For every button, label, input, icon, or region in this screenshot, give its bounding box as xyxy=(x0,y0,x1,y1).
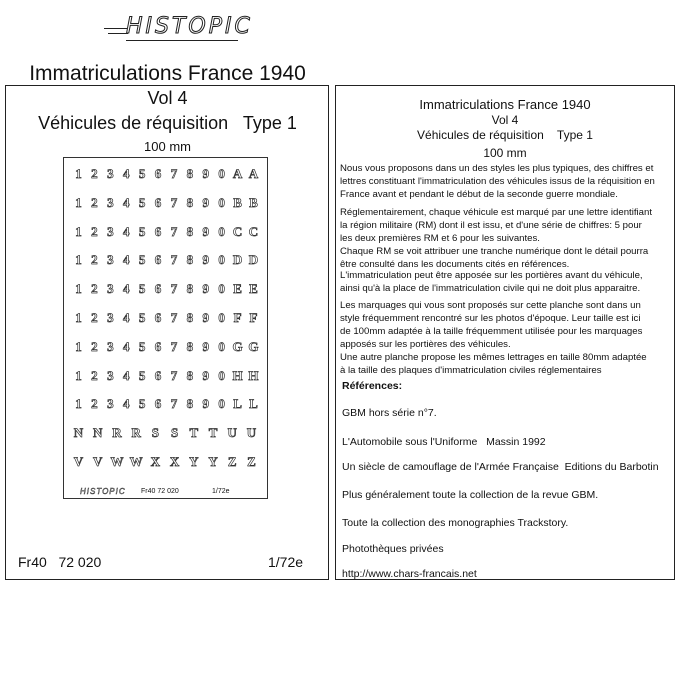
decal-glyph: 2 xyxy=(91,252,98,268)
decal-glyph: C xyxy=(248,223,259,239)
decal-glyph: 8 xyxy=(186,166,194,181)
decal-glyph: 4 xyxy=(122,194,130,210)
description-line: être consulté dans les documents cités en références. xyxy=(340,259,570,270)
decal-glyph: Y xyxy=(208,454,218,469)
decal-glyph: 3 xyxy=(107,223,114,239)
decal-glyph: 0 xyxy=(218,367,225,383)
decal-glyph: 6 xyxy=(154,252,162,268)
right-volume: Vol 4 xyxy=(491,113,519,127)
decal-glyph: 6 xyxy=(154,194,162,210)
decal-glyph: S xyxy=(151,425,159,441)
decal-glyph: D xyxy=(248,252,259,268)
decal-glyph: 2 xyxy=(91,223,98,239)
product-reference: Fr40 72 020 xyxy=(18,554,102,570)
decal-glyph: 8 xyxy=(186,367,194,383)
description-line: Nous vous proposons dans un des styles les plus typiques, des chiffres et xyxy=(340,163,654,174)
decal-glyph: 0 xyxy=(218,396,225,412)
decal-glyph: 7 xyxy=(170,310,178,325)
decal-glyph: 2 xyxy=(91,338,98,354)
decal-glyph: 5 xyxy=(138,396,146,412)
decal-glyph: 1 xyxy=(75,223,82,239)
decal-glyph: 2 xyxy=(91,310,98,325)
decal-glyph: S xyxy=(170,425,179,441)
decal-glyph: 9 xyxy=(202,396,209,412)
reference-item: Toute la collection des monographies Trackstory. xyxy=(342,517,569,529)
decal-glyph: T xyxy=(208,425,218,441)
decal-glyph: 1 xyxy=(75,367,82,383)
decal-glyph: 5 xyxy=(138,338,146,354)
decal-glyph: 1 xyxy=(75,252,82,268)
description-line: la région militaire (RM) dont il est issu, et d'une série de chiffres: 5 pour xyxy=(340,220,642,231)
decal-glyph: 9 xyxy=(202,252,209,268)
decal-glyph: 3 xyxy=(107,396,114,412)
reference-item: Photothèques privées xyxy=(342,543,444,555)
decal-glyph: U xyxy=(227,425,237,441)
decal-row xyxy=(71,454,259,470)
decal-glyph: 0 xyxy=(218,223,225,239)
decal-glyph: 3 xyxy=(107,310,114,325)
decal-row xyxy=(71,368,261,384)
decal-glyph: 3 xyxy=(107,252,114,268)
right-size: 100 mm xyxy=(483,146,527,160)
histopic-logo xyxy=(104,12,253,42)
product-scale: 1/72e xyxy=(268,554,304,570)
description-line: ainsi qu'à la place de l'immatriculation civile qui ne doit plus apparaitre. xyxy=(340,283,641,294)
decal-glyph: E xyxy=(249,281,258,297)
decal-glyph: 9 xyxy=(202,281,209,297)
decal-glyph: 6 xyxy=(154,166,162,181)
decal-glyph: Y xyxy=(189,454,199,469)
decal-glyph: H xyxy=(248,367,259,383)
reference-item: Plus généralement toute la collection de la revue GBM. xyxy=(342,489,599,501)
decal-glyph: W xyxy=(129,454,143,469)
decal-glyph: 7 xyxy=(170,166,178,181)
description-line: apposés sur les portières des véhicules. xyxy=(340,339,511,350)
decal-glyph: 3 xyxy=(107,166,114,181)
decal-glyph: R xyxy=(131,425,141,441)
decal-glyph: X xyxy=(150,454,161,469)
decal-glyph: Z xyxy=(227,454,237,469)
decal-glyph: 7 xyxy=(170,338,178,354)
decal-glyph: A xyxy=(232,166,243,181)
decal-glyph: A xyxy=(248,166,259,181)
description-line: style fréquemment rencontré sur les photos d'époque. Leur taille est ici xyxy=(340,313,641,324)
decal-row xyxy=(71,224,261,240)
decal-glyph: 1 xyxy=(75,310,82,325)
decal-glyph: 1 xyxy=(75,281,82,297)
decal-glyph: 5 xyxy=(138,223,146,239)
reference-item[interactable]: http://www.chars-francais.net xyxy=(342,568,477,580)
decal-glyph: 6 xyxy=(154,367,162,383)
decal-glyph: 2 xyxy=(91,396,98,412)
logo-swoosh-line xyxy=(108,33,128,34)
decal-glyph: 7 xyxy=(170,396,178,412)
decal-glyph: W xyxy=(110,454,124,469)
decal-row xyxy=(71,425,259,441)
decal-row xyxy=(71,396,261,412)
decal-glyph: 8 xyxy=(186,281,194,297)
decal-glyph: 5 xyxy=(138,310,146,325)
decal-glyph: 0 xyxy=(218,281,225,297)
decal-glyph: 1 xyxy=(75,194,82,210)
description-line: de 100mm adaptée à la taille fréquemment utilisée pour les marquages xyxy=(340,326,643,337)
decal-glyph: 4 xyxy=(122,281,130,297)
decal-glyph: 5 xyxy=(138,166,146,181)
decal-row xyxy=(71,281,261,297)
description-line: lettres constituant l'immatriculation des véhicules issus de la réquisition en xyxy=(340,176,655,187)
decal-glyph: 4 xyxy=(122,367,130,383)
decal-glyph: 0 xyxy=(218,194,225,210)
decal-glyph: 9 xyxy=(202,310,209,325)
description-line: Chaque RM se voit attribuer une tranche numérique dont le détail pourra xyxy=(340,246,649,257)
decal-glyph: 0 xyxy=(218,310,225,325)
reference-item: Un siècle de camouflage de l'Armée Française Editions du Barbotin xyxy=(342,461,659,473)
reference-item: GBM hors série n°7. xyxy=(342,407,437,419)
decal-row xyxy=(71,310,261,326)
decal-glyph: 3 xyxy=(107,194,114,210)
sheet-logo: HISTOPIC xyxy=(80,487,126,496)
decal-glyph: H xyxy=(232,367,243,383)
decal-glyph: 7 xyxy=(170,367,178,383)
references-heading: Références: xyxy=(342,380,403,392)
decal-glyph: R xyxy=(112,425,122,441)
decal-glyph: 7 xyxy=(170,194,178,210)
decal-glyph: 2 xyxy=(91,281,98,297)
left-volume: Vol 4 xyxy=(147,88,188,108)
decal-glyph: 8 xyxy=(186,338,194,354)
decal-glyph: U xyxy=(246,425,257,441)
decal-row xyxy=(71,166,261,182)
decal-glyph: V xyxy=(93,454,103,469)
decal-glyph: 4 xyxy=(122,310,130,325)
decal-glyph: F xyxy=(233,310,242,325)
decal-glyph: T xyxy=(189,425,199,441)
decal-glyph: 5 xyxy=(138,252,146,268)
decal-glyph: 3 xyxy=(107,338,114,354)
decal-glyph: 3 xyxy=(107,367,114,383)
decal-glyph: 0 xyxy=(218,252,225,268)
decal-glyph: 6 xyxy=(154,396,162,412)
decal-glyph: 1 xyxy=(75,396,82,412)
decal-glyph: 0 xyxy=(218,338,225,354)
decal-glyph: F xyxy=(249,310,258,325)
logo-underline xyxy=(126,40,238,41)
decal-glyph: D xyxy=(232,252,243,268)
decal-glyph: N xyxy=(73,425,84,441)
decal-glyph: 4 xyxy=(122,338,130,354)
logo-text: HISTOPIC xyxy=(126,14,253,39)
reference-item: L'Automobile sous l'Uniforme Massin 1992 xyxy=(342,436,546,448)
decal-glyph: 4 xyxy=(122,223,130,239)
decal-glyph: E xyxy=(233,281,242,297)
decal-glyph: 6 xyxy=(154,338,162,354)
sheet-scale: 1/72e xyxy=(212,488,230,495)
description-line: Réglementairement, chaque véhicule est marqué par une lettre identifiant xyxy=(340,207,652,218)
decal-glyph: 4 xyxy=(122,166,130,181)
decal-glyph: 4 xyxy=(122,252,130,268)
decal-glyph: 6 xyxy=(154,223,162,239)
decal-glyph: 3 xyxy=(107,281,114,297)
decal-glyph: 9 xyxy=(202,166,209,181)
decal-glyph: 7 xyxy=(170,281,178,297)
decal-glyph: G xyxy=(248,338,259,354)
decal-glyph: 5 xyxy=(138,194,146,210)
description-line: Une autre planche propose les mêmes lettrages en taille 80mm adaptée xyxy=(340,352,647,363)
description-line: les deux premières RM et 6 pour les suivantes. xyxy=(340,233,540,244)
decal-glyph: 7 xyxy=(170,223,178,239)
decal-glyph: 2 xyxy=(91,194,98,210)
decal-glyph: 5 xyxy=(138,281,146,297)
decal-glyph: 5 xyxy=(138,367,146,383)
decal-glyph: 9 xyxy=(202,194,209,210)
decal-glyph: 2 xyxy=(91,166,98,181)
right-subtitle: Véhicules de réquisition Type 1 xyxy=(417,128,593,142)
decal-glyph: 9 xyxy=(202,367,209,383)
decal-row xyxy=(71,195,261,211)
decal-glyph: 8 xyxy=(186,310,194,325)
decal-glyph: G xyxy=(232,338,243,354)
decal-glyph: Z xyxy=(247,454,256,469)
decal-glyph: 4 xyxy=(122,396,130,412)
sheet-footer xyxy=(64,487,267,499)
left-subtitle: Véhicules de réquisition Type 1 xyxy=(38,113,297,133)
left-title: Immatriculations France 1940 xyxy=(29,62,306,85)
decal-row xyxy=(71,339,261,355)
description-line: Les marquages qui vous sont proposés sur cette planche sont dans un xyxy=(340,300,641,311)
decal-glyph: B xyxy=(249,194,258,210)
description-line: à la taille des plaques d'immatriculation civiles réglementaires xyxy=(340,365,602,376)
decal-glyph: 8 xyxy=(186,252,194,268)
right-title: Immatriculations France 1940 xyxy=(419,97,591,112)
decal-glyph: 6 xyxy=(154,281,162,297)
description-line: L'immatriculation peut être apposée sur les portières avant du véhicule, xyxy=(340,270,643,281)
decal-glyph: 9 xyxy=(202,223,209,239)
decal-sheet xyxy=(63,157,268,499)
left-size: 100 mm xyxy=(144,139,191,154)
decal-glyph: 8 xyxy=(186,194,194,210)
decal-glyph: 1 xyxy=(75,338,82,354)
sheet-ref: Fr40 72 020 xyxy=(141,488,179,495)
description-line: France avant et pendant le début de la seconde guerre mondiale. xyxy=(340,189,618,200)
decal-glyph: 9 xyxy=(202,338,209,354)
decal-glyph: L xyxy=(249,396,258,412)
decal-glyph: 0 xyxy=(218,166,225,181)
decal-glyph: L xyxy=(233,396,242,412)
decal-glyph: B xyxy=(233,194,242,210)
decal-glyph: N xyxy=(93,425,103,441)
decal-glyph: 1 xyxy=(75,166,82,181)
decal-glyph: C xyxy=(232,223,243,239)
decal-glyph: 8 xyxy=(186,223,194,239)
decal-glyph: 2 xyxy=(91,367,98,383)
decal-glyph: 6 xyxy=(154,310,162,325)
decal-glyph: V xyxy=(73,454,84,469)
decal-glyph: X xyxy=(169,454,180,469)
decal-glyph: 7 xyxy=(170,252,178,268)
decal-row xyxy=(71,252,261,268)
decal-glyph: 8 xyxy=(186,396,194,412)
